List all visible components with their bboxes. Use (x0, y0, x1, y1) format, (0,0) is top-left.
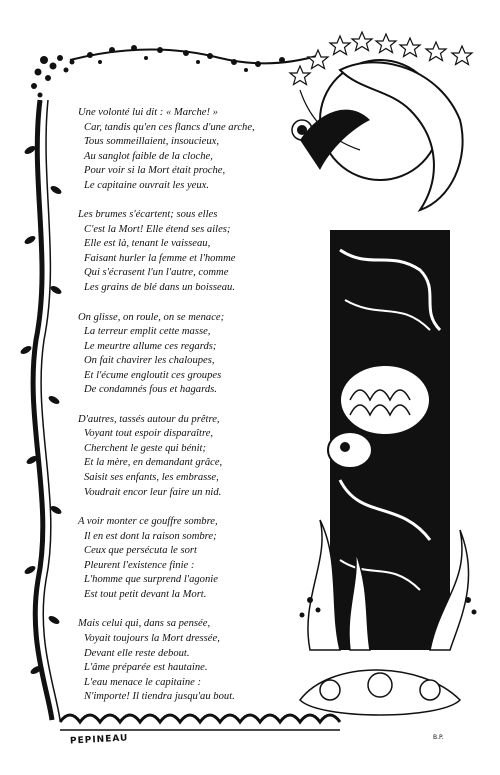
poem-line: Est tout petit devant la Mort. (84, 588, 207, 600)
poem-line: A voir monter ce gouffre sombre, (78, 516, 218, 528)
stanza-2 (78, 208, 318, 295)
poem-line: Cherchent le geste qui bénit; (84, 442, 206, 454)
poem-line: On glisse, on roule, on se menace; (78, 311, 225, 323)
poem-line: Saisit ses enfants, les embrasse, (84, 472, 219, 484)
poem-line: Les grains de blé dans un boisseau. (84, 282, 235, 294)
top-garland (70, 45, 320, 72)
poem-line: Le capitaine ouvrait les yeux. (84, 179, 210, 191)
artist-signature: PEPINEAU (69, 733, 129, 747)
poem-line: Faisant hurler la femme et l'homme (84, 252, 236, 264)
poem-line: Voudrait encor leur faire un nid. (84, 486, 222, 498)
poem-line: Mais celui qui, dans sa pensée, (78, 618, 211, 630)
stanza-4 (78, 413, 318, 500)
stanza-6 (78, 617, 318, 704)
poem-line: Pour voir si la Mort était proche, (84, 165, 226, 177)
poem-line: L'âme préparée est hautaine. (84, 662, 208, 674)
poem-line: Une volonté lui dit : « Marche! » (78, 107, 218, 118)
poem-line: L'homme que surprend l'agonie (84, 574, 218, 586)
poem-line: On fait chavirer les chaloupes, (84, 355, 215, 367)
poem-line: La terreur emplit cette masse, (84, 326, 211, 338)
sea-column-illustration (328, 230, 450, 650)
poem-line: De condamnés fous et hagards. (84, 384, 217, 396)
stanza-3 (78, 311, 318, 398)
poem-line: Il en est dont la raison sombre; (84, 530, 217, 542)
poem-line: Au sanglot faible de la cloche, (84, 150, 213, 162)
corner-mark: B.P. (433, 734, 444, 741)
poem-line: Voyait toujours la Mort dressée, (84, 632, 220, 644)
poem-line: Le meurtre allume ces regards; (84, 340, 217, 352)
poem-line: Ceux que persécuta le sort (84, 545, 197, 557)
poem-line: Les brumes s'écartent; sous elles (78, 209, 218, 221)
poem-line: N'importe! Il tiendra jusqu'au bout. (84, 691, 235, 703)
poem-line: Qui s'écrasent l'un l'autre, comme (84, 267, 229, 279)
poem-line: L'eau menace le capitaine : (84, 676, 201, 688)
poem-text (78, 106, 318, 720)
poem-line: D'autres, tassés autour du prêtre, (78, 413, 220, 425)
poem-line: Voyant tout espoir disparaître, (84, 428, 214, 440)
poem-line: Devant elle reste debout. (84, 647, 190, 659)
stanza-1 (78, 106, 318, 193)
poem-line: Car, tandis qu'en ces flancs d'une arche, (84, 121, 255, 133)
poem-line: Pleurent l'existence finie : (84, 559, 195, 571)
poem-line: Elle est là, tenant le vaisseau, (84, 238, 211, 250)
poem-line: Et la mère, en demandant grâce, (84, 457, 223, 469)
flower-cluster-top-left (31, 55, 75, 98)
poem-line: Tous sommeillaient, insoucieux, (84, 136, 219, 148)
poem-line: Et l'écume engloutit ces groupes (84, 369, 222, 381)
poem-line: C'est la Mort! Elle étend ses ailes; (84, 223, 231, 235)
stanza-5 (78, 515, 318, 602)
